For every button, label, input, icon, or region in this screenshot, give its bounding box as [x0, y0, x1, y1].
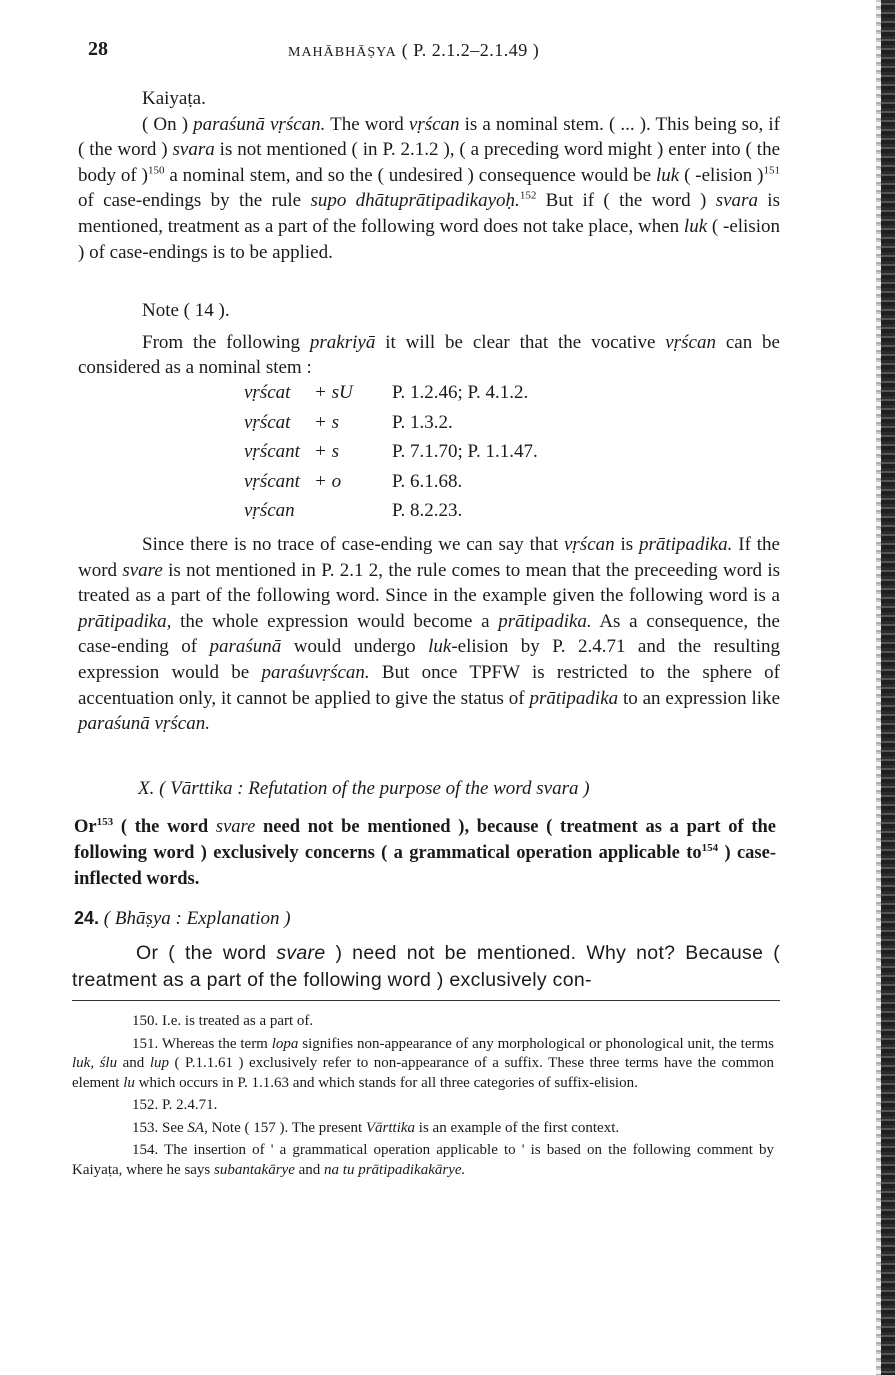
prakriya-row: vṛścat + s P. 1.3.2. — [244, 411, 453, 433]
kaiyata-section — [78, 86, 780, 265]
running-title: MAHĀBHĀṢYA ( P. 2.1.2–2.1.49 ) — [288, 40, 540, 60]
footnote-153: 153. See SA, Note ( 157 ). The present Vārttika is an example of the first context. — [132, 1119, 620, 1136]
scan-edge — [881, 0, 895, 1375]
bhashya-heading: 24. ( Bhāṣya : Explanation ) — [74, 908, 291, 929]
kaiyata-label: Kaiyaṭa. — [142, 88, 206, 109]
varttika-text: Or$^{153}$ ( the word svare need not be mentioned ), because ( treatment as a part of the following word ) exclusively concerns ( a grammatical operation applicable $to^{154}$ ) case-inflected words. — [74, 815, 776, 889]
note14-intro-text: From the following prakriyā it will be clear that the vocative vṛścan can be considered as a nominal stem : — [78, 331, 780, 379]
footnote-ref-151: 151 — [763, 164, 781, 177]
kaiyata-paragraph: ( On ) paraśunā vṛścan. The word vṛścan is a nominal stem. ( ... ). This being so, if ( the word ) svara is not mentioned ( in P. 2.1.2 ), ( a preceding word might ) enter into ( the body of )$^{150}$ a nominal stem, and so the ( undesired ) consequence would be luk ( -elision )$^{151}$ of case-endings by the rule supo dhātuprātipadikayoḥ.$^{152}$ But if ( the word ) svara is mentioned, treatment as a part of the following word does not take place, when luk ( -elision ) of case-endings is to be applied. — [78, 113, 781, 263]
prakriya-row: vṛścant + s P. 7.1.70; P. 1.1.47. — [244, 441, 538, 462]
note14-intro — [78, 298, 780, 381]
footnote-150: 150. I.e. is treated as a part of. — [132, 1013, 314, 1029]
prakriya-row: vṛścant + o P. 6.1.68. — [244, 470, 463, 492]
note14-label: Note ( 14 ). — [142, 300, 230, 321]
note14-explanation — [78, 532, 780, 737]
note14-paragraph: Since there is no trace of case-ending we can say that vṛścan is prātipadika. If the word svare is not mentioned in P. 2.1 2, the rule comes to mean that the preceeding word is treated as a part of the following word. Since in the example given the following word is a prātipadika, the whole expression would become a prātipadika. As a consequence, the case-ending of paraśunā would undergo luk-elision by P. 2.4.71 and the resulting expression would be paraśuvṛścan. But once TPFW is restricted to the sphere of accentuation only, it cannot be applied to give the status of prātipadika to an expression like paraśunā vṛścan. — [78, 534, 781, 735]
footnote-151: 151. Whereas the term lopa signifies non-appearance of any morphological or phonological unit, the terms luk, ślu and lup ( P.1.1.61 ) exclusively refer to non-appearance of a suffix. These three terms have the common element lu which occurs in P. 1.1.63 and which stands for all three categories of suffix-elision. — [72, 1035, 774, 1091]
footnote-ref-153: 153 — [96, 815, 114, 828]
footnote-152: 152. P. 2.4.71. — [132, 1097, 218, 1113]
prakriya-table — [244, 382, 538, 530]
footnote-ref-150: 150 — [147, 164, 165, 177]
bhashya-text: Or ( the word svare ) need not be mentioned. Why not? Because ( treatment as a part of the following word ) exclusively con- — [72, 942, 780, 991]
page-number: 28 — [88, 38, 108, 60]
page-header — [88, 38, 788, 62]
prakriya-row: vṛścat + sU P. 1.2.46; P. 4.1.2. — [244, 382, 529, 403]
footnote-ref-154: 154 — [701, 841, 719, 854]
footnotes — [72, 1012, 774, 1183]
varttika-heading: X. ( Vārttika : Refutation of the purpose of the word svara ) — [138, 778, 590, 799]
footnote-ref-152: 152 — [519, 190, 537, 203]
prakriya-row: vṛścan P. 8.2.23. — [244, 500, 463, 521]
footnote-divider — [72, 1000, 780, 1001]
footnote-154: 154. The insertion of ' a grammatical operation applicable to ' is based on the following comment by Kaiyaṭa, where he says subantakārye and na tu prātipadikakārye. — [72, 1142, 774, 1178]
section-number: 24. — [74, 908, 100, 928]
